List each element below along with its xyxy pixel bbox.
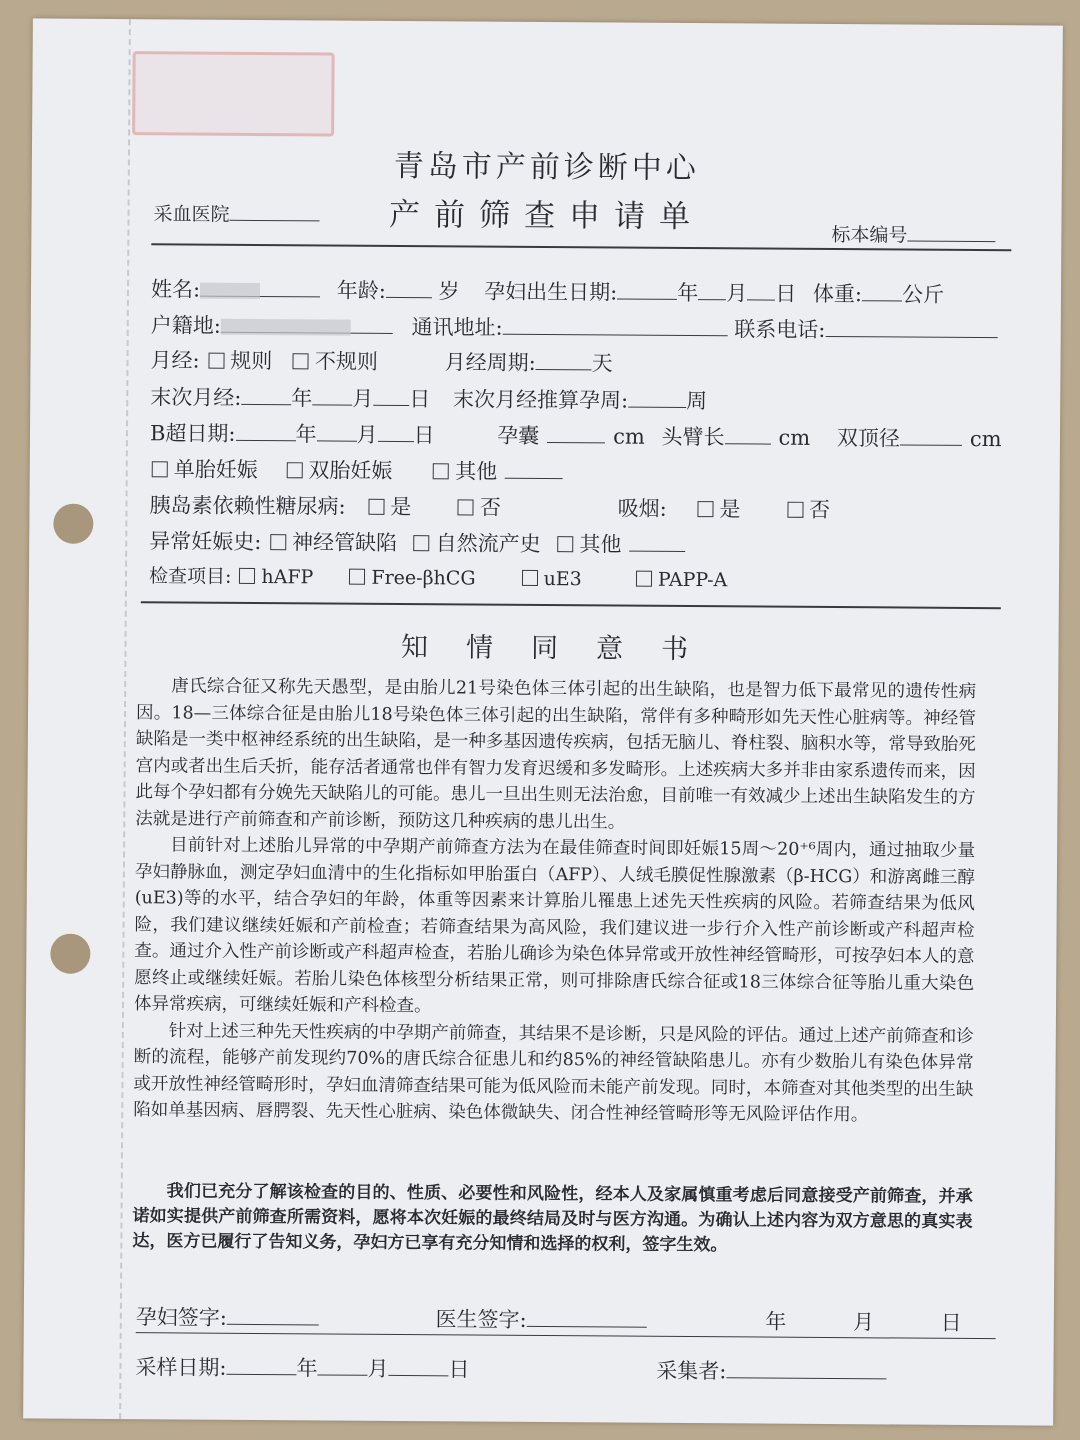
- consent-paragraph-3: 针对上述三种先天性疾病的中孕期产前筛查，其结果不是诊断，只是风险的评估。通过上述产前筛查和诊断的流程，能够产前发现约70%的唐氏综合征患儿和约85%的神经管缺陷患儿。亦有少数胎儿有染色体异常或开放性神经管畸形时，孕妇血清筛查结果可能为低风险而未能产前发现。同时，本筛查对其他类型的出生缺陷如单基因病、唇腭裂、先天性心脏病、染色体微缺失、闭合性神经管畸形等无风险评估作用。: [133, 1020, 974, 1126]
- checkbox-abortion[interactable]: [414, 535, 430, 551]
- row-abnormal-history: 异常妊娠史: 神经管缺陷 自然流产史 其他: [149, 525, 1029, 561]
- checkbox-diabetes-yes[interactable]: [368, 499, 384, 515]
- checkbox-ue3[interactable]: [522, 570, 538, 586]
- checkbox-papp-a[interactable]: [636, 571, 652, 587]
- consent-title: 知情同意书: [400, 632, 727, 666]
- checkbox-hafp[interactable]: [239, 568, 255, 584]
- red-stamp: [132, 51, 335, 136]
- checkbox-free-bhcg[interactable]: [349, 569, 365, 585]
- checkbox-twin[interactable]: [286, 462, 302, 478]
- signature-row: 孕妇签字: 医生签字: 年 月 日: [135, 1305, 962, 1335]
- row-lmp: 末次月经: 年 月 日 末次月经推算孕周: 周: [150, 385, 708, 414]
- row-pregnancy-type: 单胎妊娠 双胎妊娠 其他: [150, 453, 1030, 489]
- patient-signature-field[interactable]: [227, 1306, 319, 1326]
- sample-year-field[interactable]: [227, 1356, 297, 1375]
- checkbox-diabetes-no[interactable]: [458, 499, 474, 515]
- form-title: 产前筛查申请单: [388, 196, 705, 236]
- checkbox-other[interactable]: [433, 463, 449, 479]
- hospital-field[interactable]: 采血医院: [153, 199, 319, 227]
- checkbox-single[interactable]: [152, 461, 168, 477]
- punch-hole-2: [50, 934, 90, 974]
- sample-row: 采样日期: 年 月 日 采集者:: [135, 1351, 1023, 1387]
- checkbox-regular[interactable]: [208, 353, 224, 369]
- row-ultrasound: B超日期: 年 月 日 孕囊 cm 头臂长 cm 双顶径 cm: [149, 421, 1002, 452]
- checkbox-smoke-yes[interactable]: [697, 501, 713, 517]
- checkbox-ntd[interactable]: [270, 534, 286, 550]
- row-diabetes-smoking: 胰岛素依赖性糖尿病: 是 否 吸烟: 是 否: [149, 493, 831, 522]
- row-address: 户籍地: 通讯地址: 联系电话:: [151, 309, 1031, 345]
- checkbox-abn-other[interactable]: [557, 536, 573, 552]
- form-paper: [23, 18, 1063, 1425]
- org-title: 青岛市产前诊断中心: [393, 148, 700, 187]
- consent-paragraph-1: 唐氏综合征又称先天愚型，是由胎儿21号染色体三体引起的出生缺陷，也是智力低下最常见的遗传性病因。18—三体综合征是由胎儿18号染色体三体引起的出生缺陷，常伴有多种畸形如先天性心脏病等。神经管缺陷是一类中枢神经系统的出生缺陷，是一种多基因遗传疾病，包括无脑儿、脊柱裂、脑积水等，常导致胎死宫内或者出生后夭折，能存活者通常也伴有智力发育迟缓和多发畸形。上述疾病大多并非由家系遗传而来，因此每个孕妇都有分娩先天缺陷儿的可能。患儿一旦出生则无法治愈，目前唯一有效减少上述出生缺陷发生的方法就是进行产前筛查和产前诊断，预防这几种疾病的患儿出生。: [135, 676, 977, 833]
- consent-paragraph-2: 目前针对上述胎儿异常的中孕期产前筛查方法为在最佳筛查时间即妊娠15周～20⁺⁶周内，通过抽取少量孕妇静脉血，测定孕妇血清中的生化指标如甲胎蛋白（AFP）、人绒毛膜促性腺激素（β-HCG）和游离雌三醇(uE3)等的水平，结合孕妇的年龄，体重等因素来计算胎儿罹患上述先天性疾病的风险。若筛查结果为低风险，我们建议继续妊娠和产前检查；若筛查结果为高风险，我们建议进一步行介入性产前诊断或产科超声检查。通过介入性产前诊断或产科超声检查，若胎儿确诊为染色体异常或开放性神经管畸形，可按孕妇本人的意愿终止或继续妊娠。若胎儿染色体核型分析结果正常，则可排除唐氏综合征或18三体综合征等胎儿重大染色体异常疾病，可继续妊娠和产科检查。: [133, 835, 976, 1017]
- consent-text: [133, 673, 976, 1129]
- row-basic-info: 姓名: 年龄: 岁 孕妇出生日期: 年 月 日 体重: 公斤: [150, 277, 945, 307]
- specimen-field[interactable]: 标本编号: [831, 220, 995, 248]
- consent-paragraph-4: 我们已充分了解该检查的目的、性质、必要性和风险性，经本人及家属慎重考虑后同意接受产前筛查，并承诺如实提供产前筛查所需资料，愿将本次妊娠的最终结局及时与医方沟通。为确认上述内容为双方意思的真实表达，医方已履行了告知义务，孕妇方已享有充分知情和选择的权利，签字生效。: [132, 1181, 973, 1256]
- section-rule: [141, 601, 1001, 609]
- row-menses: 月经: 规则 不规则 月经周期: 天: [150, 348, 613, 376]
- checkbox-smoke-no[interactable]: [787, 502, 803, 518]
- checkbox-irregular[interactable]: [293, 353, 309, 369]
- row-test-items: 检查项目: hAFP Free-βhCG uE3 PAPP-A: [148, 565, 728, 592]
- collector-field[interactable]: [726, 1359, 886, 1379]
- consent-declaration: [132, 1179, 973, 1260]
- doctor-signature-field[interactable]: [527, 1308, 647, 1328]
- punch-hole-1: [53, 504, 93, 544]
